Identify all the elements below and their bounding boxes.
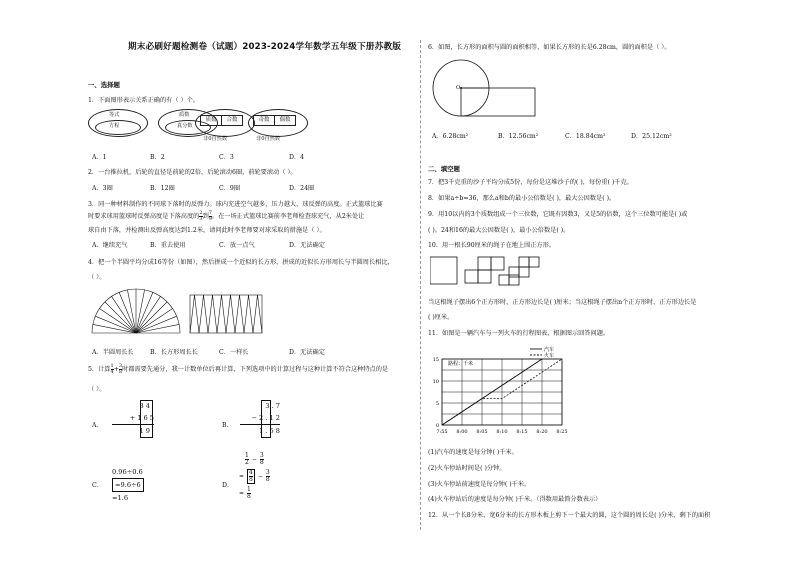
q5-a-box xyxy=(140,400,153,438)
question-3-line-2: 时要求球用篮球时反弹高度是下落高度的 $\frac{2}{3}$ 到 $\frac{7}{9}$ 。在一场正式篮球比赛前李老师检查球充气，从2米处让 xyxy=(88,210,365,222)
q4-figure xyxy=(90,283,320,339)
q1-option-b: B．2 xyxy=(150,154,165,161)
q5-option-b-label: B． xyxy=(222,422,233,429)
x-tick-label: 8:20 xyxy=(536,429,548,435)
q3-frac-a-den: 3 xyxy=(199,216,203,222)
q1-d4-left: 奇数 xyxy=(253,115,275,126)
page-title: 期末必刷好题检测卷（试题）2023-2024学年数学五年级下册苏教版 xyxy=(128,42,402,52)
q6-figure xyxy=(432,54,542,124)
y-tick-label: 15 xyxy=(432,357,439,363)
rect-sector-line xyxy=(190,295,195,333)
legend-label-0: 汽车 xyxy=(544,347,555,353)
q3-frac-a-num: 2 xyxy=(199,210,203,216)
rect-sector-line xyxy=(249,295,254,333)
q6-option-a: A．6.28cm² xyxy=(432,133,469,140)
q3-frac-b-num: 7 xyxy=(208,210,212,216)
q4-option-c: C．一样长 xyxy=(219,349,249,356)
rect-sector-line xyxy=(253,295,258,333)
q2-option-a: A．3圈 xyxy=(92,185,113,192)
question-4-line-1: 4．把一个半圆平均分成16等份（如图），然后拼成一个近似的长方形，拼成的近似长方形周长与半圆周长相比， xyxy=(88,259,394,266)
rect-sector-line xyxy=(231,295,236,333)
x-tick-label: 8:00 xyxy=(456,429,468,435)
q1-d3-bottom: 非0自然数 xyxy=(203,136,228,142)
rect-outline xyxy=(190,295,262,333)
q1-d4-right: 偶数 xyxy=(274,115,296,126)
q4-option-d: D．无法确定 xyxy=(289,349,325,356)
rect-sector-line xyxy=(195,295,200,333)
y-tick-label: 10 xyxy=(432,379,439,385)
q2-option-c: C．9圈 xyxy=(219,185,241,192)
q6-option-c: C．18.84cm² xyxy=(565,133,606,140)
question-11: 11．如图是一辆汽车与一列火车的行程图表，根据图示回答问题。 xyxy=(428,330,610,337)
x-tick-label: 7:55 xyxy=(436,429,448,435)
rect-sector-line xyxy=(213,295,218,333)
q5-option-b-calc: 3 . 7 − 2 . 1 2 1 . 5 8 xyxy=(240,400,280,437)
q3-option-d: D．无法确定 xyxy=(289,242,325,249)
rect-sector-line xyxy=(244,295,249,333)
q6-option-b: B．12.56cm² xyxy=(498,133,539,140)
question-6: 6．如图，长方形的面积与圆的面积相等，如果长方形的长是6.28cm，圆的面积是（ ）。 xyxy=(428,44,671,51)
q4-option-a: A．半圆周长长 xyxy=(92,349,134,356)
q2-option-b: B．12圈 xyxy=(150,185,175,192)
question-9-line-2: ( )。24和16的最大公因数是( )，最小公倍数是( )。 xyxy=(428,227,570,234)
rect-sectors xyxy=(190,295,262,333)
q5-option-c-calc: 0.96÷0.6 =9.6÷6 =1.6 xyxy=(112,468,143,502)
q6-center-label: O xyxy=(456,85,461,91)
rect-sector-line xyxy=(217,295,222,333)
q5-option-d-calc: 1 2 − $\frac{3}{8}$ = $\frac{4}{8}$ − $\frac{3}{8}$ = $\frac{1}{8}$ xyxy=(239,452,270,500)
question-10-line-2: 当这根绳子摆出6个正方形时，正方形边长是( )厘米；当这根绳子摆出n个正方形时，正方形边长是 xyxy=(428,299,697,306)
question-4-line-2: （ ）。 xyxy=(88,274,106,281)
question-2: 2．一台推拉机，后轮的直径是前轮的2倍，后轮滚动6圈，前轮要滚动（ ）。 xyxy=(88,169,297,176)
q1-d1-outer: 等式 xyxy=(109,112,120,118)
q5-option-c-label: C． xyxy=(92,482,103,489)
question-9-line-1: 9．用10以内的3个质数组成一个三位数，它既有因数3，又是5的倍数，这个三位数可能是( )或 xyxy=(428,211,688,218)
y-tick-label: 5 xyxy=(435,401,439,407)
q6-option-d: D．25.12cm² xyxy=(631,133,672,140)
q1-d2-inner: 真分数 xyxy=(177,123,193,129)
question-5-line-1: 5．计算 $\frac{1}{4}$ + $\frac{3}{8}$ 时都需要先通分，我一计数单位后再计算，下列选项中的计算过程与这种计算不符合这种特点的是 xyxy=(88,363,389,375)
q5-option-a-label: A． xyxy=(92,422,103,429)
q2-option-d: D．24圈 xyxy=(289,185,315,192)
question-10: 10．用一根长90厘米的绳子在地上围正方形。 xyxy=(428,242,556,249)
q1-d3-left: 质数 xyxy=(200,115,222,126)
semicircle-sector-line xyxy=(136,302,167,333)
rect-sector-line xyxy=(235,295,240,333)
q3-option-b: B．重去使用 xyxy=(150,242,186,249)
q11-sub-4: (4)火车停站后的速度是每分钟( )千米。（得数用最简分数表示） xyxy=(428,496,602,503)
q6-rectangle xyxy=(461,88,535,116)
rect-sector-line xyxy=(226,295,231,333)
semicircle-sectors xyxy=(92,289,180,333)
question-12: 12．从一个长8分米、宽6分米的长方形木板上剪下一个最大的圆，这个圆的周长是( )分米，剩下的面积 xyxy=(428,512,711,519)
question-10-line-3: ( )厘米。 xyxy=(428,314,454,321)
question-1: 1．下面图形表示关系正确的有（ ）个。 xyxy=(88,97,200,104)
column-divider xyxy=(420,40,421,530)
y-tick-label: 0 xyxy=(435,423,439,429)
q3-frac-b-den: 9 xyxy=(208,216,212,222)
q1-d1-inner: 方程 xyxy=(109,123,120,129)
q1-d4-bottom: 非0自然数 xyxy=(256,136,281,142)
rect-sector-line xyxy=(199,295,204,333)
x-tick-label: 8:10 xyxy=(496,429,508,435)
q4-option-b: B．长方形周长长 xyxy=(150,349,198,356)
q1-option-c: C．3 xyxy=(219,154,234,161)
x-tick-label: 8:25 xyxy=(556,429,568,435)
rect-sector-line xyxy=(258,295,263,333)
q5-option-a-calc: 3 4 + 1 6 5 1 9 xyxy=(112,400,154,437)
q11-sub-3: (3)火车停站前速度是每分钟( )千米。 xyxy=(428,481,531,488)
rect-sector-line xyxy=(240,295,245,333)
x-tick-label: 8:15 xyxy=(516,429,528,435)
q1-d3-right: 合数 xyxy=(221,115,243,126)
q11-travel-chart xyxy=(428,343,593,443)
question-3-line-1: 3．同一种材料制作的不同球下落时的反弹力。球内充进空气越多，压力越大，球反弹的高度。正式篮球比赛 xyxy=(88,201,383,208)
q10-square-1 xyxy=(430,257,457,284)
x-tick-label: 8:05 xyxy=(476,429,488,435)
section-fill-heading: 二、填空题 xyxy=(428,165,460,173)
q6-center-dot xyxy=(460,87,462,89)
q1-option-a: A．1 xyxy=(92,154,107,161)
q3-option-c: C．放一点气 xyxy=(219,242,255,249)
q1-option-d: D．4 xyxy=(289,154,305,161)
q5-b-box xyxy=(261,400,271,438)
rect-sector-line xyxy=(208,295,213,333)
section-choice-heading: 一、选择题 xyxy=(88,81,120,89)
q1-d2-outer: 质数 xyxy=(179,112,190,118)
rect-sector-line xyxy=(204,295,209,333)
q11-sub-1: (1)汽车的速度是每分钟( )千米。 xyxy=(428,449,518,456)
question-8: 8．如果a÷b=36，那么a和b的最小公倍数是( )，最大公因数是( )。 xyxy=(428,195,616,202)
q3-option-a: A．继续充气 xyxy=(92,242,128,249)
y-axis-label: 路程：千米 xyxy=(448,361,474,367)
question-7: 7．把3千克重的沙子平均分成5份，每份是这堆沙子的( )，每份重( )千克。 xyxy=(428,179,633,186)
semicircle-sector-line xyxy=(105,302,136,333)
legend-label-1: 火车 xyxy=(544,353,555,359)
rect-sector-line xyxy=(222,295,227,333)
q10-figure xyxy=(430,255,580,287)
question-3-line-3: 球自由下落，并检测出反弹高度达到1.2米，请问此时李老师要对球采取的措施是（ ）。 xyxy=(88,227,326,234)
q11-sub-2: (2)火车停站时间是( )分钟。 xyxy=(428,465,506,472)
q5-option-d-label: D． xyxy=(222,482,234,489)
question-5-line-2: （ ）。 xyxy=(88,386,106,393)
